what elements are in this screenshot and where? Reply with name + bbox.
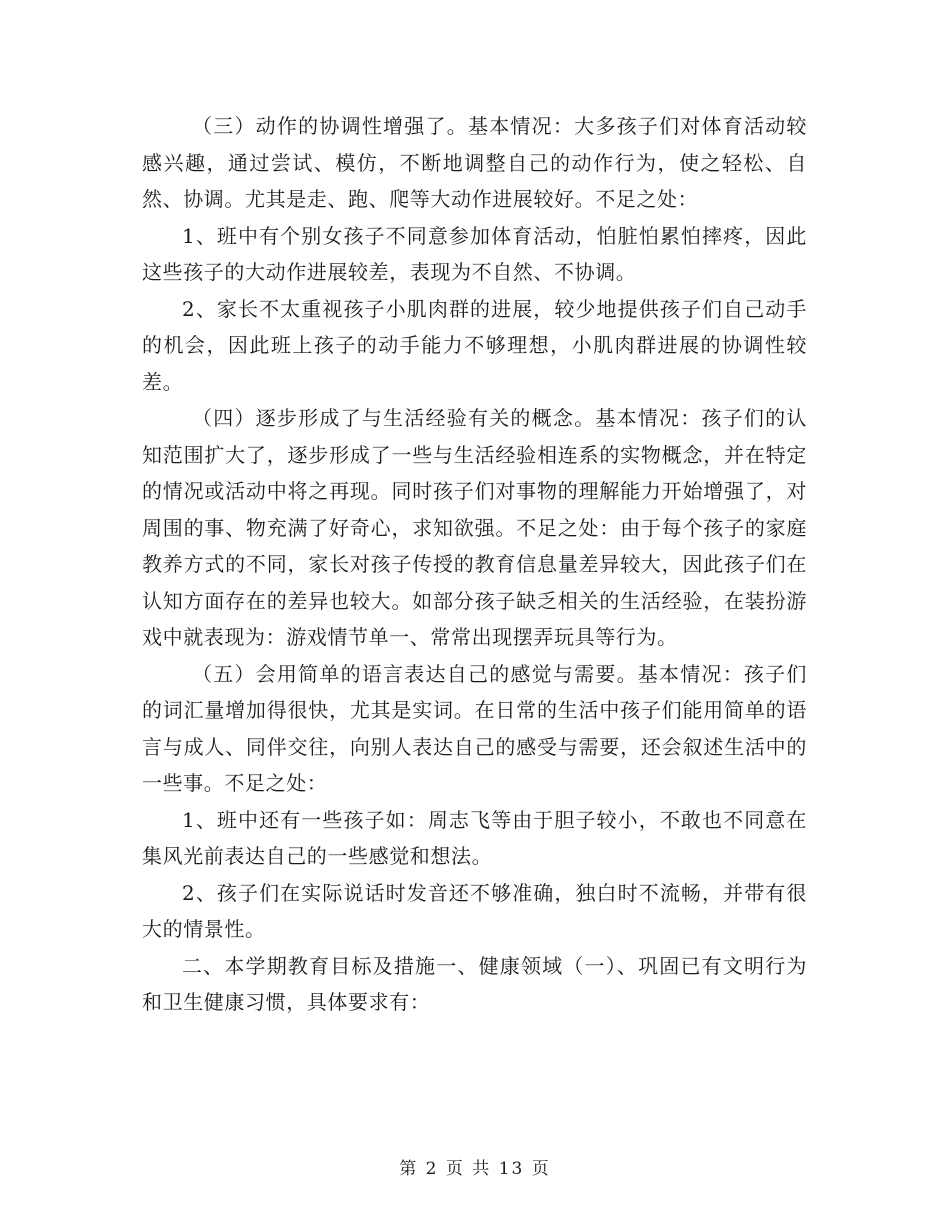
paragraph-motor-point-1: 1、班中有个别女孩子不同意参加体育活动，怕脏怕累怕摔疼，因此这些孩子的大动作进展较差，表现为不自然、不协调。 bbox=[142, 223, 807, 284]
paragraph-motor-point-2: 2、家长不太重视孩子小肌肉群的进展，较少地提供孩子们自己动手的机会，因此班上孩子的动手能力不够理想，小肌肉群进展的协调性较差。 bbox=[142, 296, 807, 394]
document-body bbox=[142, 108, 807, 1021]
paragraph-life-concepts: （四）逐步形成了与生活经验有关的概念。基本情况：孩子们的认知范围扩大了，逐步形成了一些与生活经验相连系的实物概念，并在特定的情况或活动中将之再现。同时孩子们对事物的理解能力开始增强了，对周围的事、物充满了好奇心，求知欲强。不足之处：由于每个孩子的家庭教养方式的不同，家长对孩子传授的教育信息量差异较大，因此孩子们在认知方面存在的差异也较大。如部分孩子缺乏相关的生活经验，在装扮游戏中就表现为：游戏情节单一、常常出现摆弄玩具等行为。 bbox=[142, 406, 807, 649]
paragraph-language-point-1: 1、班中还有一些孩子如：周志飞等由于胆子较小，不敢也不同意在集风光前表达自己的一些感觉和想法。 bbox=[142, 807, 807, 868]
page-number-footer: 第 2 页 共 13 页 bbox=[399, 1159, 551, 1179]
paragraph-motor-coordination: （三）动作的协调性增强了。基本情况：大多孩子们对体育活动较感兴趣，通过尝试、模仿，不断地调整自己的动作行为，使之轻松、自然、协调。尤其是走、跑、爬等大动作进展较好。不足之处： bbox=[142, 114, 807, 211]
paragraph-language-point-2: 2、孩子们在实际说话时发音还不够准确，独白时不流畅，并带有很大的情景性。 bbox=[142, 880, 807, 941]
paragraph-language-expression: （五）会用简单的语言表达自己的感觉与需要。基本情况：孩子们的词汇量增加得很快，尤其是实词。在日常的生活中孩子们能用简单的语言与成人、同伴交往，向别人表达自己的感受与需要，还会叙述生活中的一些事。不足之处： bbox=[142, 661, 807, 795]
paragraph-semester-goals: 二、本学期教育目标及措施一、健康领域（一）、巩固已有文明行为和卫生健康习惯，具体要求有： bbox=[142, 953, 807, 1014]
